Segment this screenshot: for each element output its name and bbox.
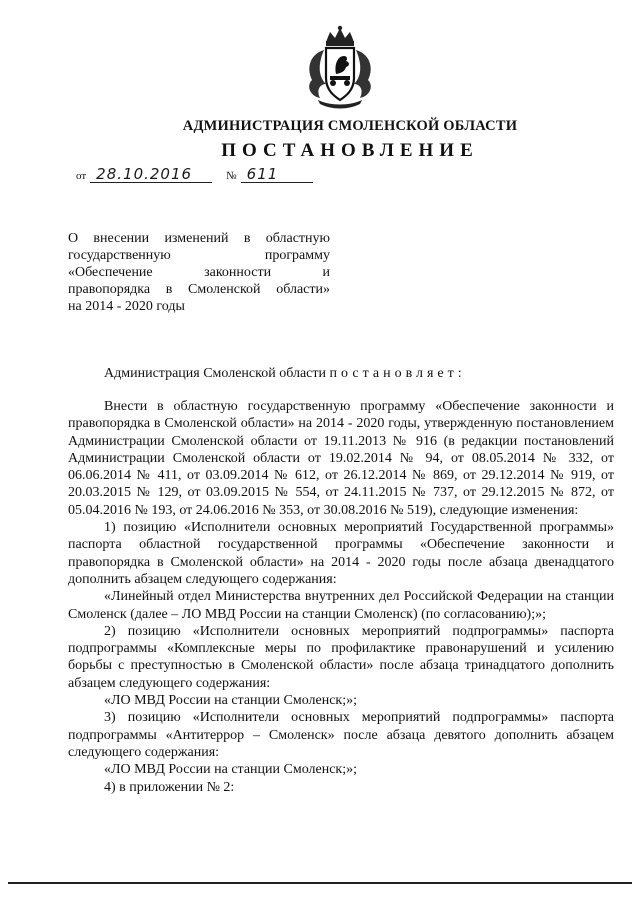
resolve-lead: Администрация Смоленской области — [104, 366, 327, 381]
paragraph: 1) позицию «Исполнители основных мероприятий Государственной программы» паспорта областной государственной программы «Обеспечение законности и правопорядка в Смоленской области» на 2014 - 2020 годы после абзаца двенадцатого дополнить абзацем следующего содержания: — [68, 520, 614, 587]
date-number-line — [76, 166, 313, 183]
resolve-verb: постановляет: — [329, 366, 466, 381]
paragraph: «Линейный отдел Министерства внутренних дел Российской Федерации на станции Смоленск (далее – ЛО МВД России на станции Смоленск) (по согласованию);»; — [68, 589, 614, 622]
handwritten-date: 28.10.2016 — [90, 166, 212, 183]
subject-line: О внесении изменений в областную — [68, 231, 330, 246]
handwritten-number: 611 — [241, 166, 313, 183]
subject-line: государственную программу — [68, 248, 330, 263]
paragraph: «ЛО МВД России на станции Смоленск;»; — [104, 762, 357, 778]
number-prefix: № — [226, 170, 237, 182]
paragraph: 3) позицию «Исполнители основных мероприятий подпрограммы» паспорта подпрограммы «Антитеррор – Смоленск» после абзаца девятого дополнить абзацем следующего содержания: — [68, 710, 614, 760]
date-prefix: от — [76, 170, 87, 182]
subject-line: на 2014 - 2020 годы — [68, 299, 185, 314]
bottom-rule — [8, 882, 632, 884]
paragraph: Внести в областную государственную программу «Обеспечение законности и правопорядка в Смоленской области» на 2014 - 2020 годы, утвержденную постановлением Администрации Смоленской области от 19.11.2013 № 916 (в редакции постановлений Администрации Смоленской области от 19.02.2014 № 94, от 08.05.2014 № 332, от 06.06.2014 № 411, от 03.09.2014 № 612, от 26.12.2014 № 869, от 29.12.2014 № 919, от 20.03.2015 № 129, от 03.09.2015 № 554, от 24.11.2015 № 737, от 29.12.2015 № 872, от 05.04.2016 № 193, от 24.06.2016 № 353, от 30.08.2016 № 519), следующие изменения: — [68, 399, 614, 518]
paragraph: «ЛО МВД России на станции Смоленск;»; — [104, 693, 357, 709]
subject-line: правопорядка в Смоленской области» — [68, 282, 330, 297]
document-subject — [68, 230, 330, 315]
subject-line: «Обеспечение законности и — [68, 265, 330, 280]
resolve-line — [104, 366, 466, 382]
document-type-title: ПОСТАНОВЛЕНИЕ — [221, 140, 479, 161]
document-body — [68, 398, 614, 796]
smolensk-coat-of-arms-icon — [300, 24, 380, 110]
paragraph: 4) в приложении № 2: — [104, 779, 235, 795]
paragraph: 2) позицию «Исполнители основных мероприятий подпрограммы» паспорта подпрограммы «Комплексные меры по профилактике правонарушений и усилению борьбы с преступностью в Смоленской области» после абзаца тринадцатого дополнить абзацем следующего содержания: — [68, 623, 614, 691]
organization-name: АДМИНИСТРАЦИЯ СМОЛЕНСКОЙ ОБЛАСТИ — [182, 118, 518, 134]
